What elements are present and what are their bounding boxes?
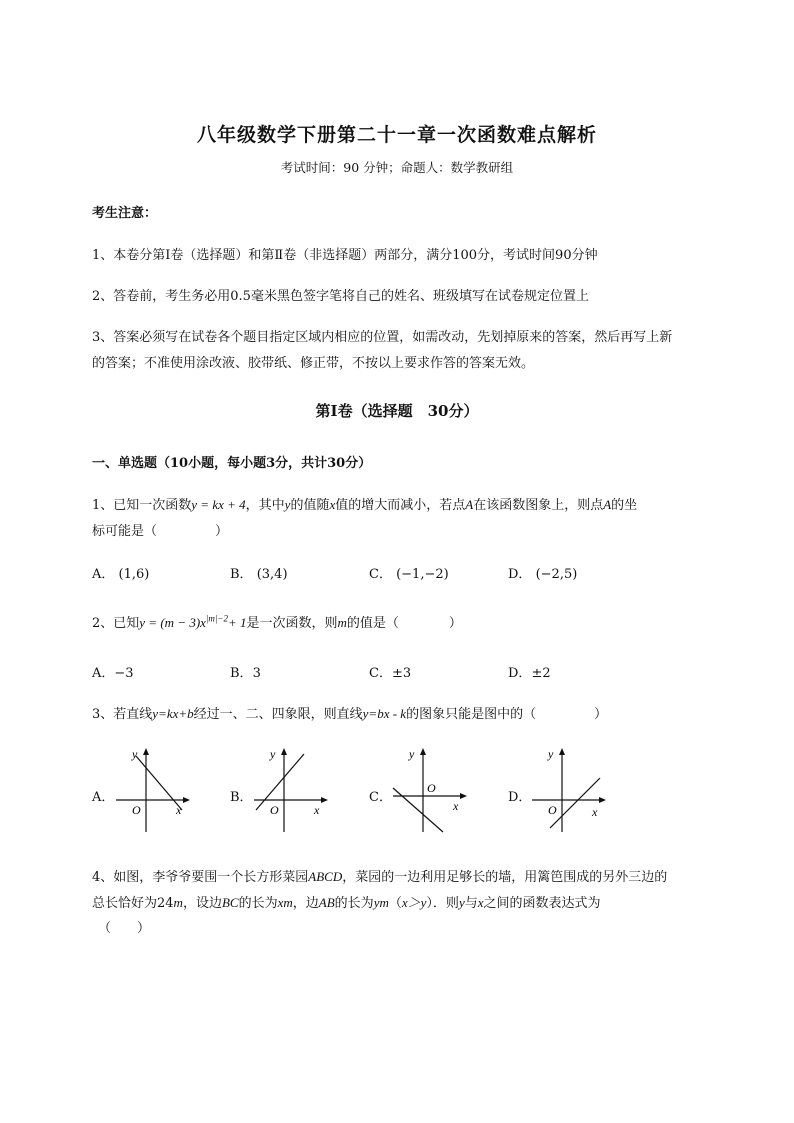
x-axis-arrow-icon: [460, 793, 467, 799]
origin-label: O: [270, 803, 279, 817]
q3-graph-d[interactable]: [528, 740, 612, 836]
y-axis-arrow-icon: [420, 748, 426, 755]
y-axis-label: y: [409, 747, 415, 761]
exam-info: 考试时间：90 分钟；命题人：数学教研组: [280, 160, 514, 175]
origin-label: O: [548, 803, 557, 817]
q3-graph-c[interactable]: [389, 740, 473, 836]
y-axis-arrow-icon: [559, 748, 565, 755]
question-3: 3、若直线y=kx+b经过一、二、四象限，则直线y=bx - k的图象只能是图中的（ ）: [92, 706, 608, 722]
question-4-line-1: 4、如图，李爷爷要围一个长方形菜园ABCD，菜园的一边利用足够长的墙，用篱笆围成的另外三边的: [92, 869, 668, 885]
question-1-line-2: 标可能是（ ）: [92, 524, 229, 539]
notice-item-2: 2、答卷前，考生务必用0.5毫米黑色签字笔将自己的姓名、班级填写在试卷规定位置上: [92, 289, 589, 304]
origin-label: O: [427, 781, 436, 795]
q3-option-b-label[interactable]: B．: [230, 790, 253, 805]
y-axis-label: y: [132, 747, 138, 761]
x-axis-arrow-icon: [599, 797, 606, 803]
q3-option-c-label[interactable]: C．: [369, 790, 392, 805]
y-axis-arrow-icon: [143, 748, 149, 755]
notice-item-1: 1、本卷分第Ⅰ卷（选择题）和第Ⅱ卷（非选择题）两部分，满分100分，考试时间90分钟: [92, 248, 598, 263]
q2-option-b[interactable]: B．3: [230, 666, 261, 681]
part-heading: 一、单选题（10小题，每小题3分，共计30分）: [92, 456, 372, 471]
q3-option-a-label[interactable]: A．: [92, 790, 115, 805]
q2-option-a[interactable]: A．−3: [92, 666, 134, 681]
y-axis-label: y: [548, 747, 554, 761]
q2-option-d[interactable]: D．±2: [508, 666, 551, 681]
x-axis-label: x: [453, 799, 459, 813]
y-axis-arrow-icon: [281, 748, 287, 755]
question-4-line-2: 总长恰好为24m，设边BC的长为xm，边AB的长为ym（x＞y）．则y与x之间的函数表达式为: [92, 895, 601, 911]
question-2: 2、已知$y = (m - 3)x^{|m|-2}+ 1$是一次函数，则m的值是（ ）: [92, 613, 462, 631]
notice-heading: 考生注意：: [92, 206, 158, 221]
section-title: 第Ⅰ卷（选择题 30分）: [315, 402, 479, 420]
q3-graph-a[interactable]: [112, 740, 196, 836]
graph-line: [550, 778, 600, 828]
graph-line: [256, 754, 304, 810]
notice-item-3-cont: 的答案；不准使用涂改液、胶带纸、修正带，不按以上要求作答的答案无效。: [92, 356, 535, 371]
x-axis-arrow-icon: [321, 797, 328, 803]
q1-option-a[interactable]: A． (1,6): [92, 567, 150, 582]
q3-option-d-label[interactable]: D．: [508, 790, 532, 805]
q1-option-b[interactable]: B． (3,4): [230, 567, 288, 582]
y-axis-label: y: [270, 747, 276, 761]
notice-item-3: 3、答案必须写在试卷各个题目指定区域内相应的位置，如需改动，先划掉原来的答案，然后再写上新: [92, 330, 673, 345]
page-title: 八年级数学下册第二十一章一次函数难点解析: [196, 124, 597, 146]
x-axis-label: x: [314, 803, 320, 817]
origin-label: O: [132, 803, 141, 817]
graph-line: [136, 756, 182, 810]
x-axis-label: x: [176, 803, 182, 817]
q2-option-c[interactable]: C．±3: [369, 666, 412, 681]
q1-option-c[interactable]: C． (−1,−2): [369, 567, 449, 582]
x-axis-label: x: [592, 805, 598, 819]
q1-option-d[interactable]: D． (−2,5): [508, 567, 578, 582]
question-1-line-1: 1、已知一次函数y = kx + 4，其中y的值随x值的增大而减小，若点A在该函数图象上，则点A的坐: [92, 497, 638, 513]
x-axis-arrow-icon: [183, 797, 190, 803]
q3-graph-b[interactable]: [250, 740, 334, 836]
question-4-answer-blank[interactable]: （ ）: [98, 921, 151, 936]
